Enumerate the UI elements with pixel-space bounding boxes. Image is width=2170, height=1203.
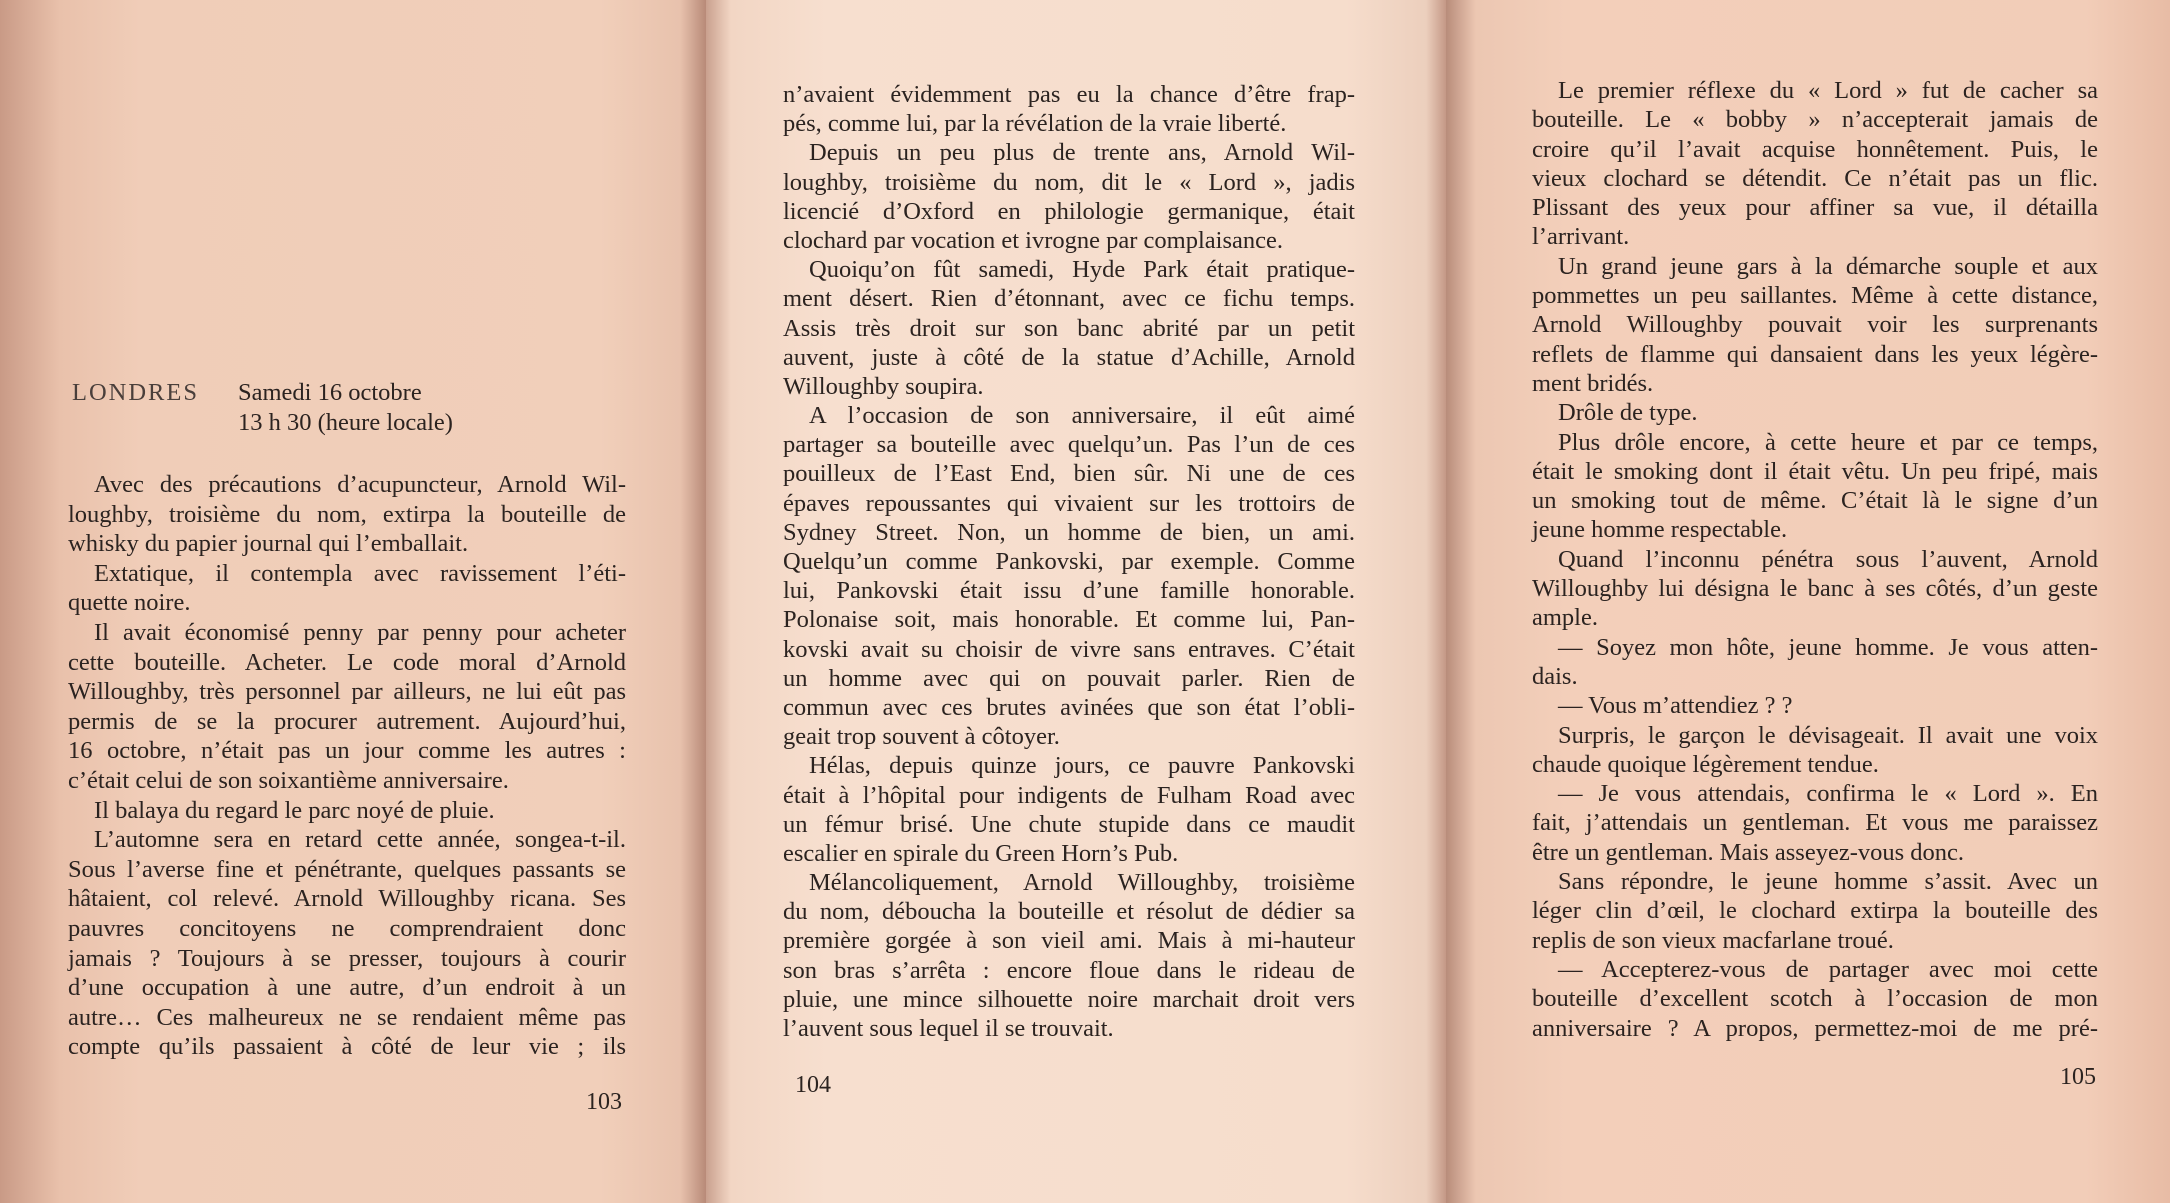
text-line: hâtaient, col relevé. Arnold Willoughby ricana. Ses [68,885,626,913]
paragraph [1532,721,2098,780]
text-line: pauvres concitoyens ne comprendraient donc [68,914,626,942]
text-line: permis de se la procurer autrement. Aujourd’hui, [68,707,626,735]
text-line: Sans répondre, le jeune homme s’assit. Avec un [1558,868,2098,896]
page-text-105 [1532,76,2098,1043]
text-line: lui, Pankovski était issu d’une famille honorable. [783,577,1355,605]
paragraph [783,138,1355,255]
header-date: Samedi 16 octobre [238,379,422,406]
paragraph [1532,398,2098,427]
paragraph [783,751,1355,868]
text-line: première gorgée à son vieil ami. Mais à mi-hauteur [783,927,1355,955]
text-line: léger clin d’œil, le clochard extirpa la bouteille des [1532,897,2098,925]
paragraph [68,470,626,559]
text-line: dais. [1532,662,1578,690]
text-line: quette noire. [68,589,191,617]
text-line: Quand l’inconnu pénétra sous l’auvent, Arnold [1558,545,2098,573]
text-line: être un gentleman. Mais asseyez-vous donc. [1532,838,1965,866]
text-line: whisky du papier journal qui l’emballait. [68,530,469,558]
text-line: Plus drôle encore, à cette heure et par ce temps, [1558,428,2098,456]
text-line: fait, j’attendais un gentleman. Et vous me paraissez [1532,809,2098,837]
text-line: Sydney Street. Non, un homme de bien, un ami. [783,518,1355,546]
text-line: Avec des précautions d’acupuncteur, Arnold Wil- [94,471,626,498]
text-line: Assis très droit sur son banc abrité par un petit [783,314,1355,342]
text-line: jamais ? Toujours à se presser, toujours à courir [68,944,626,972]
page-number: 105 [2060,1064,2096,1090]
text-line: n’avaient évidemment pas eu la chance d’être frap- [783,81,1355,108]
text-line: bouteille. Le « bobby » n’accepterait jamais de [1532,106,2098,134]
text-line: Mélancoliquement, Arnold Willoughby, troisième [809,869,1355,897]
paragraph [68,559,626,618]
text-line: Extatique, il contempla avec ravissement l’éti- [94,559,626,587]
paragraph [783,80,1355,138]
text-line: 16 octobre, n’était pas un jour comme les autres : [68,737,626,765]
text-line: — Je vous attendais, confirma le « Lord ». En [1558,780,2098,808]
text-line: pés, comme lui, par la révélation de la vraie liberté. [783,110,1287,138]
text-line: ment bridés. [1532,369,1654,397]
header-city: LONDRES [72,379,199,406]
text-line: l’arrivant. [1532,223,1630,251]
text-line: escalier en spirale du Green Horn’s Pub. [783,839,1179,867]
text-line: bouteille d’excellent scotch à l’occasion de mon [1532,985,2098,1013]
text-line: Sous l’averse fine et pénétrante, quelques passants se [68,855,626,883]
paragraph [1532,633,2098,692]
text-line: c’était celui de son soixantième anniversaire. [68,766,509,794]
text-line: Drôle de type. [1558,399,1698,427]
text-line: licencié d’Oxford en philologie germanique, était [783,197,1355,225]
text-line: Quoiqu’on fût samedi, Hyde Park était pratique- [809,256,1355,284]
paragraph [1532,76,2098,252]
paragraph [1532,867,2098,955]
text-line: partager sa bouteille avec quelqu’un. Pas l’un de ces [783,431,1355,459]
text-line: Plissant des yeux pour affiner sa vue, il détailla [1532,194,2098,222]
text-line: l’auvent sous lequel il se trouvait. [783,1015,1114,1042]
text-line: Arnold Willoughby pouvait voir les surprenants [1532,311,2098,339]
page-number: 103 [586,1089,622,1115]
text-line: était le smoking dont il était vêtu. Un peu fripé, mais [1532,457,2098,485]
text-line: ample. [1532,604,1598,632]
paragraph [1532,955,2098,1043]
text-line: Hélas, depuis quinze jours, ce pauvre Pankovski [809,752,1355,780]
text-line: Quelqu’un comme Pankovski, par exemple. Comme [783,548,1355,575]
text-line: Willoughby lui désigna le banc à ses côtés, d’un geste [1532,575,2098,603]
text-line: clochard par vocation et ivrogne par complaisance. [783,226,1283,254]
text-line: ment désert. Rien d’étonnant, avec ce fichu temps. [783,285,1355,313]
text-line: un smoking tout de même. C’était là le signe d’un [1532,487,2098,515]
page-text-104 [783,80,1355,1043]
text-line: compte qu’ils passaient à côté de leur vie ; ils [68,1033,626,1061]
paragraph [68,618,626,796]
text-line: commun avec ces brutes avinées que son état l’obli- [783,693,1355,721]
text-line: pluie, une mince silhouette noire marchait droit vers [783,985,1355,1013]
paragraph [1532,428,2098,545]
text-line: Depuis un peu plus de trente ans, Arnold Wil- [809,139,1355,167]
text-line: vieux clochard se détendit. Ce n’était pas un flic. [1532,164,2098,192]
text-line: pouilleux de l’East End, bien sûr. Ni une de ces [783,460,1355,488]
text-line: auvent, juste à côté de la statue d’Achille, Arnold [783,343,1355,371]
text-line: Le premier réflexe du « Lord » fut de cacher sa [1558,77,2098,104]
text-line: reflets de flamme qui dansaient dans les yeux légère- [1532,340,2098,368]
paragraph [783,255,1355,401]
text-line: loughby, troisième du nom, dit le « Lord », jadis [783,168,1355,196]
text-line: Willoughby, très personnel par ailleurs, ne lui eût pas [68,678,626,706]
text-line: — Soyez mon hôte, jeune homme. Je vous atten- [1558,633,2098,661]
text-line: anniversaire ? A propos, permettez-moi de me pré- [1532,1014,2098,1042]
text-line: A l’occasion de son anniversaire, il eût aimé [809,402,1355,430]
text-line: un homme avec qui on pouvait parler. Rien de [783,664,1355,692]
text-line: chaude quoique légèrement tendue. [1532,750,1879,778]
paragraph [1532,252,2098,398]
paragraph [1532,779,2098,867]
text-line: un fémur brisé. Une chute stupide dans ce maudit [783,810,1355,838]
text-line: loughby, troisième du nom, extirpa la bouteille de [68,500,626,528]
text-line: Surpris, le garçon le dévisageait. Il avait une voix [1558,721,2098,749]
text-line: Il avait économisé penny par penny pour acheter [94,618,626,646]
text-line: Polonaise soit, mais honorable. Et comme lui, Pan- [783,606,1355,634]
page-number: 104 [795,1072,831,1098]
text-line: L’automne sera en retard cette année, songea-t-il. [94,826,626,854]
text-line: Willoughby soupira. [783,372,984,400]
text-line: d’une occupation à une autre, d’un endroit à un [68,974,626,1002]
text-line: était à l’hôpital pour indigents de Fulham Road avec [783,781,1355,809]
paragraph [783,401,1355,751]
text-line: autre… Ces malheureux ne se rendaient même pas [68,1003,626,1031]
text-line: du nom, déboucha la bouteille et résolut de dédier sa [783,898,1355,926]
text-line: Un grand jeune gars à la démarche souple et aux [1558,252,2098,280]
text-line: épaves repoussantes qui vivaient sur les trottoirs de [783,489,1355,517]
paragraph [1532,545,2098,633]
text-line: kovski avait su choisir de vivre sans entraves. C’était [783,635,1355,663]
text-line: — Vous m’attendiez ? ? [1558,692,1793,720]
text-line: — Accepterez-vous de partager avec moi cette [1558,955,2098,983]
text-line: Il balaya du regard le parc noyé de pluie. [94,796,495,824]
paragraph [68,825,626,1062]
text-line: son bras s’arrêta : encore floue dans le rideau de [783,956,1355,984]
text-line: replis de son vieux macfarlane troué. [1532,926,1894,954]
text-line: pommettes un peu saillantes. Même à cette distance, [1532,282,2098,310]
text-line: cette bouteille. Acheter. Le code moral d’Arnold [68,648,626,676]
header-time: 13 h 30 (heure locale) [238,409,453,436]
paragraph [68,796,626,826]
paragraph [1532,691,2098,720]
page-text-103 [68,470,626,1062]
text-line: croire qu’il l’avait acquise honnêtement. Puis, le [1532,135,2098,163]
text-line: jeune homme respectable. [1532,516,1788,544]
paragraph [783,868,1355,1043]
text-line: geait trop souvent à côtoyer. [783,723,1060,751]
